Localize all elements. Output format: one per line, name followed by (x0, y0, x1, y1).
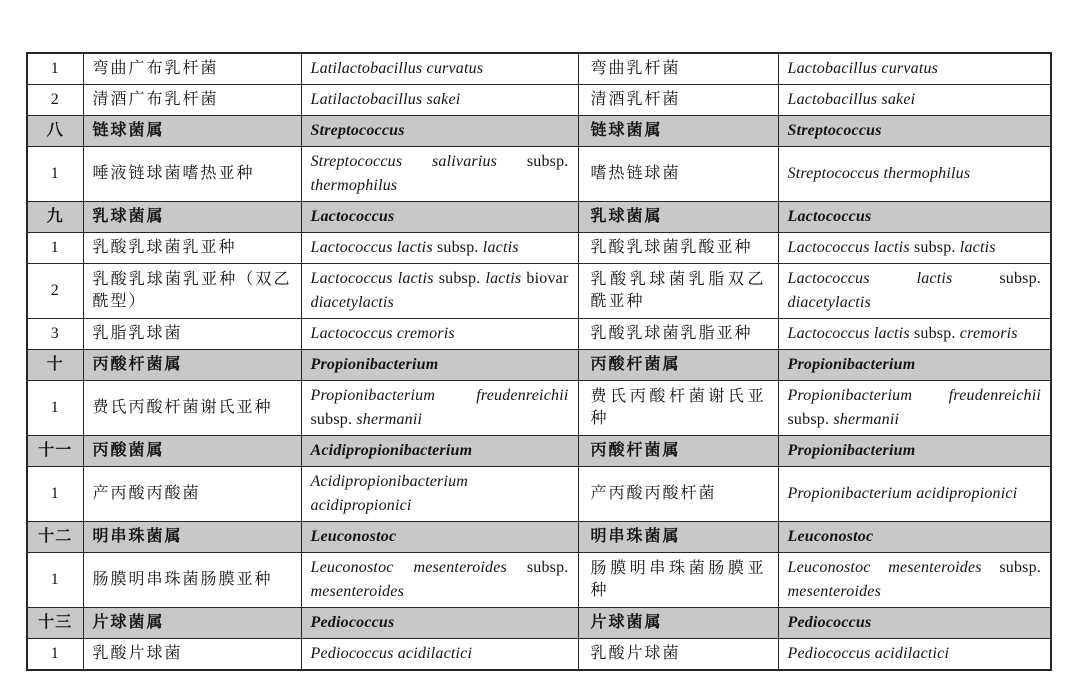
row-index-cell: 八 (27, 116, 83, 147)
latin-name2-cell: Streptococcus (778, 116, 1051, 147)
bacteria-species-table (26, 52, 1052, 671)
cn-name2-cell: 清酒乳杆菌 (578, 85, 778, 116)
table-row (27, 553, 1051, 608)
cn-name2-cell: 肠膜明串珠菌肠膜亚种 (578, 553, 778, 608)
table-row (27, 233, 1051, 264)
cn-name-cell: 乳酸片球菌 (83, 639, 301, 671)
cn-name2-cell: 丙酸杆菌属 (578, 436, 778, 467)
cn-name-cell: 链球菌属 (83, 116, 301, 147)
latin-name-cell: Leuconostoc mesenteroides subsp. mesenteroides (301, 553, 578, 608)
latin-name2-cell: Propionibacterium (778, 436, 1051, 467)
cn-name-cell: 产丙酸丙酸菌 (83, 467, 301, 522)
genus-row (27, 436, 1051, 467)
table-row (27, 85, 1051, 116)
latin-name-cell: Lactococcus lactis subsp. lactis (301, 233, 578, 264)
latin-name-cell: Pediococcus acidilactici (301, 639, 578, 671)
row-index-cell: 1 (27, 147, 83, 202)
latin-name-cell: Propionibacterium freudenreichii subsp. shermanii (301, 381, 578, 436)
row-index-cell: 2 (27, 85, 83, 116)
cn-name-cell: 丙酸菌属 (83, 436, 301, 467)
scanned-document-page (26, 52, 1050, 671)
cn-name-cell: 片球菌属 (83, 608, 301, 639)
latin-name2-cell: Propionibacterium acidipropionici (778, 467, 1051, 522)
latin-name-cell: Streptococcus salivarius subsp. thermophilus (301, 147, 578, 202)
latin-name2-cell: Leuconostoc mesenteroides subsp. mesenteroides (778, 553, 1051, 608)
row-index-cell: 1 (27, 233, 83, 264)
cn-name2-cell: 明串珠菌属 (578, 522, 778, 553)
latin-name-cell: Latilactobacillus sakei (301, 85, 578, 116)
genus-row (27, 116, 1051, 147)
cn-name2-cell: 乳酸乳球菌乳脂双乙酰亚种 (578, 264, 778, 319)
latin-name-cell: Lactococcus cremoris (301, 319, 578, 350)
latin-name2-cell: Lactobacillus sakei (778, 85, 1051, 116)
latin-name2-cell: Pediococcus acidilactici (778, 639, 1051, 671)
cn-name-cell: 丙酸杆菌属 (83, 350, 301, 381)
cn-name2-cell: 乳酸片球菌 (578, 639, 778, 671)
cn-name-cell: 清酒广布乳杆菌 (83, 85, 301, 116)
table-row (27, 147, 1051, 202)
row-index-cell: 1 (27, 381, 83, 436)
cn-name2-cell: 费氏丙酸杆菌谢氏亚种 (578, 381, 778, 436)
row-index-cell: 十一 (27, 436, 83, 467)
latin-name-cell: Lactococcus lactis subsp. lactis biovar diacetylactis (301, 264, 578, 319)
cn-name-cell: 乳脂乳球菌 (83, 319, 301, 350)
table-row (27, 467, 1051, 522)
row-index-cell: 1 (27, 53, 83, 85)
latin-name2-cell: Lactococcus lactis subsp. diacetylactis (778, 264, 1051, 319)
row-index-cell: 十二 (27, 522, 83, 553)
row-index-cell: 1 (27, 467, 83, 522)
latin-name-cell: Streptococcus (301, 116, 578, 147)
row-index-cell: 2 (27, 264, 83, 319)
cn-name-cell: 明串珠菌属 (83, 522, 301, 553)
cn-name2-cell: 嗜热链球菌 (578, 147, 778, 202)
cn-name-cell: 费氏丙酸杆菌谢氏亚种 (83, 381, 301, 436)
row-index-cell: 十三 (27, 608, 83, 639)
latin-name-cell: Acidipropionibacterium (301, 436, 578, 467)
latin-name2-cell: Pediococcus (778, 608, 1051, 639)
latin-name2-cell: Lactococcus lactis subsp. lactis (778, 233, 1051, 264)
genus-row (27, 202, 1051, 233)
latin-name2-cell: Lactococcus (778, 202, 1051, 233)
cn-name-cell: 乳球菌属 (83, 202, 301, 233)
latin-name-cell: Leuconostoc (301, 522, 578, 553)
latin-name2-cell: Streptococcus thermophilus (778, 147, 1051, 202)
table-row (27, 381, 1051, 436)
row-index-cell: 十 (27, 350, 83, 381)
cn-name2-cell: 乳酸乳球菌乳酸亚种 (578, 233, 778, 264)
row-index-cell: 3 (27, 319, 83, 350)
cn-name-cell: 乳酸乳球菌乳亚种 (83, 233, 301, 264)
cn-name-cell: 肠膜明串珠菌肠膜亚种 (83, 553, 301, 608)
latin-name2-cell: Lactococcus lactis subsp. cremoris (778, 319, 1051, 350)
table-row (27, 53, 1051, 85)
cn-name2-cell: 片球菌属 (578, 608, 778, 639)
latin-name2-cell: Propionibacterium freudenreichii subsp. shermanii (778, 381, 1051, 436)
cn-name2-cell: 产丙酸丙酸杆菌 (578, 467, 778, 522)
genus-row (27, 350, 1051, 381)
table-row (27, 264, 1051, 319)
latin-name-cell: Propionibacterium (301, 350, 578, 381)
latin-name2-cell: Lactobacillus curvatus (778, 53, 1051, 85)
latin-name2-cell: Leuconostoc (778, 522, 1051, 553)
cn-name-cell: 唾液链球菌嗜热亚种 (83, 147, 301, 202)
table-row (27, 319, 1051, 350)
latin-name-cell: Lactococcus (301, 202, 578, 233)
row-index-cell: 1 (27, 553, 83, 608)
cn-name2-cell: 丙酸杆菌属 (578, 350, 778, 381)
cn-name2-cell: 链球菌属 (578, 116, 778, 147)
latin-name-cell: Latilactobacillus curvatus (301, 53, 578, 85)
latin-name-cell: Acidipropionibacterium acidipropionici (301, 467, 578, 522)
latin-name-cell: Pediococcus (301, 608, 578, 639)
table-row (27, 639, 1051, 671)
genus-row (27, 608, 1051, 639)
row-index-cell: 1 (27, 639, 83, 671)
cn-name-cell: 弯曲广布乳杆菌 (83, 53, 301, 85)
row-index-cell: 九 (27, 202, 83, 233)
cn-name-cell: 乳酸乳球菌乳亚种（双乙酰型） (83, 264, 301, 319)
cn-name2-cell: 乳酸乳球菌乳脂亚种 (578, 319, 778, 350)
latin-name2-cell: Propionibacterium (778, 350, 1051, 381)
genus-row (27, 522, 1051, 553)
cn-name2-cell: 乳球菌属 (578, 202, 778, 233)
cn-name2-cell: 弯曲乳杆菌 (578, 53, 778, 85)
